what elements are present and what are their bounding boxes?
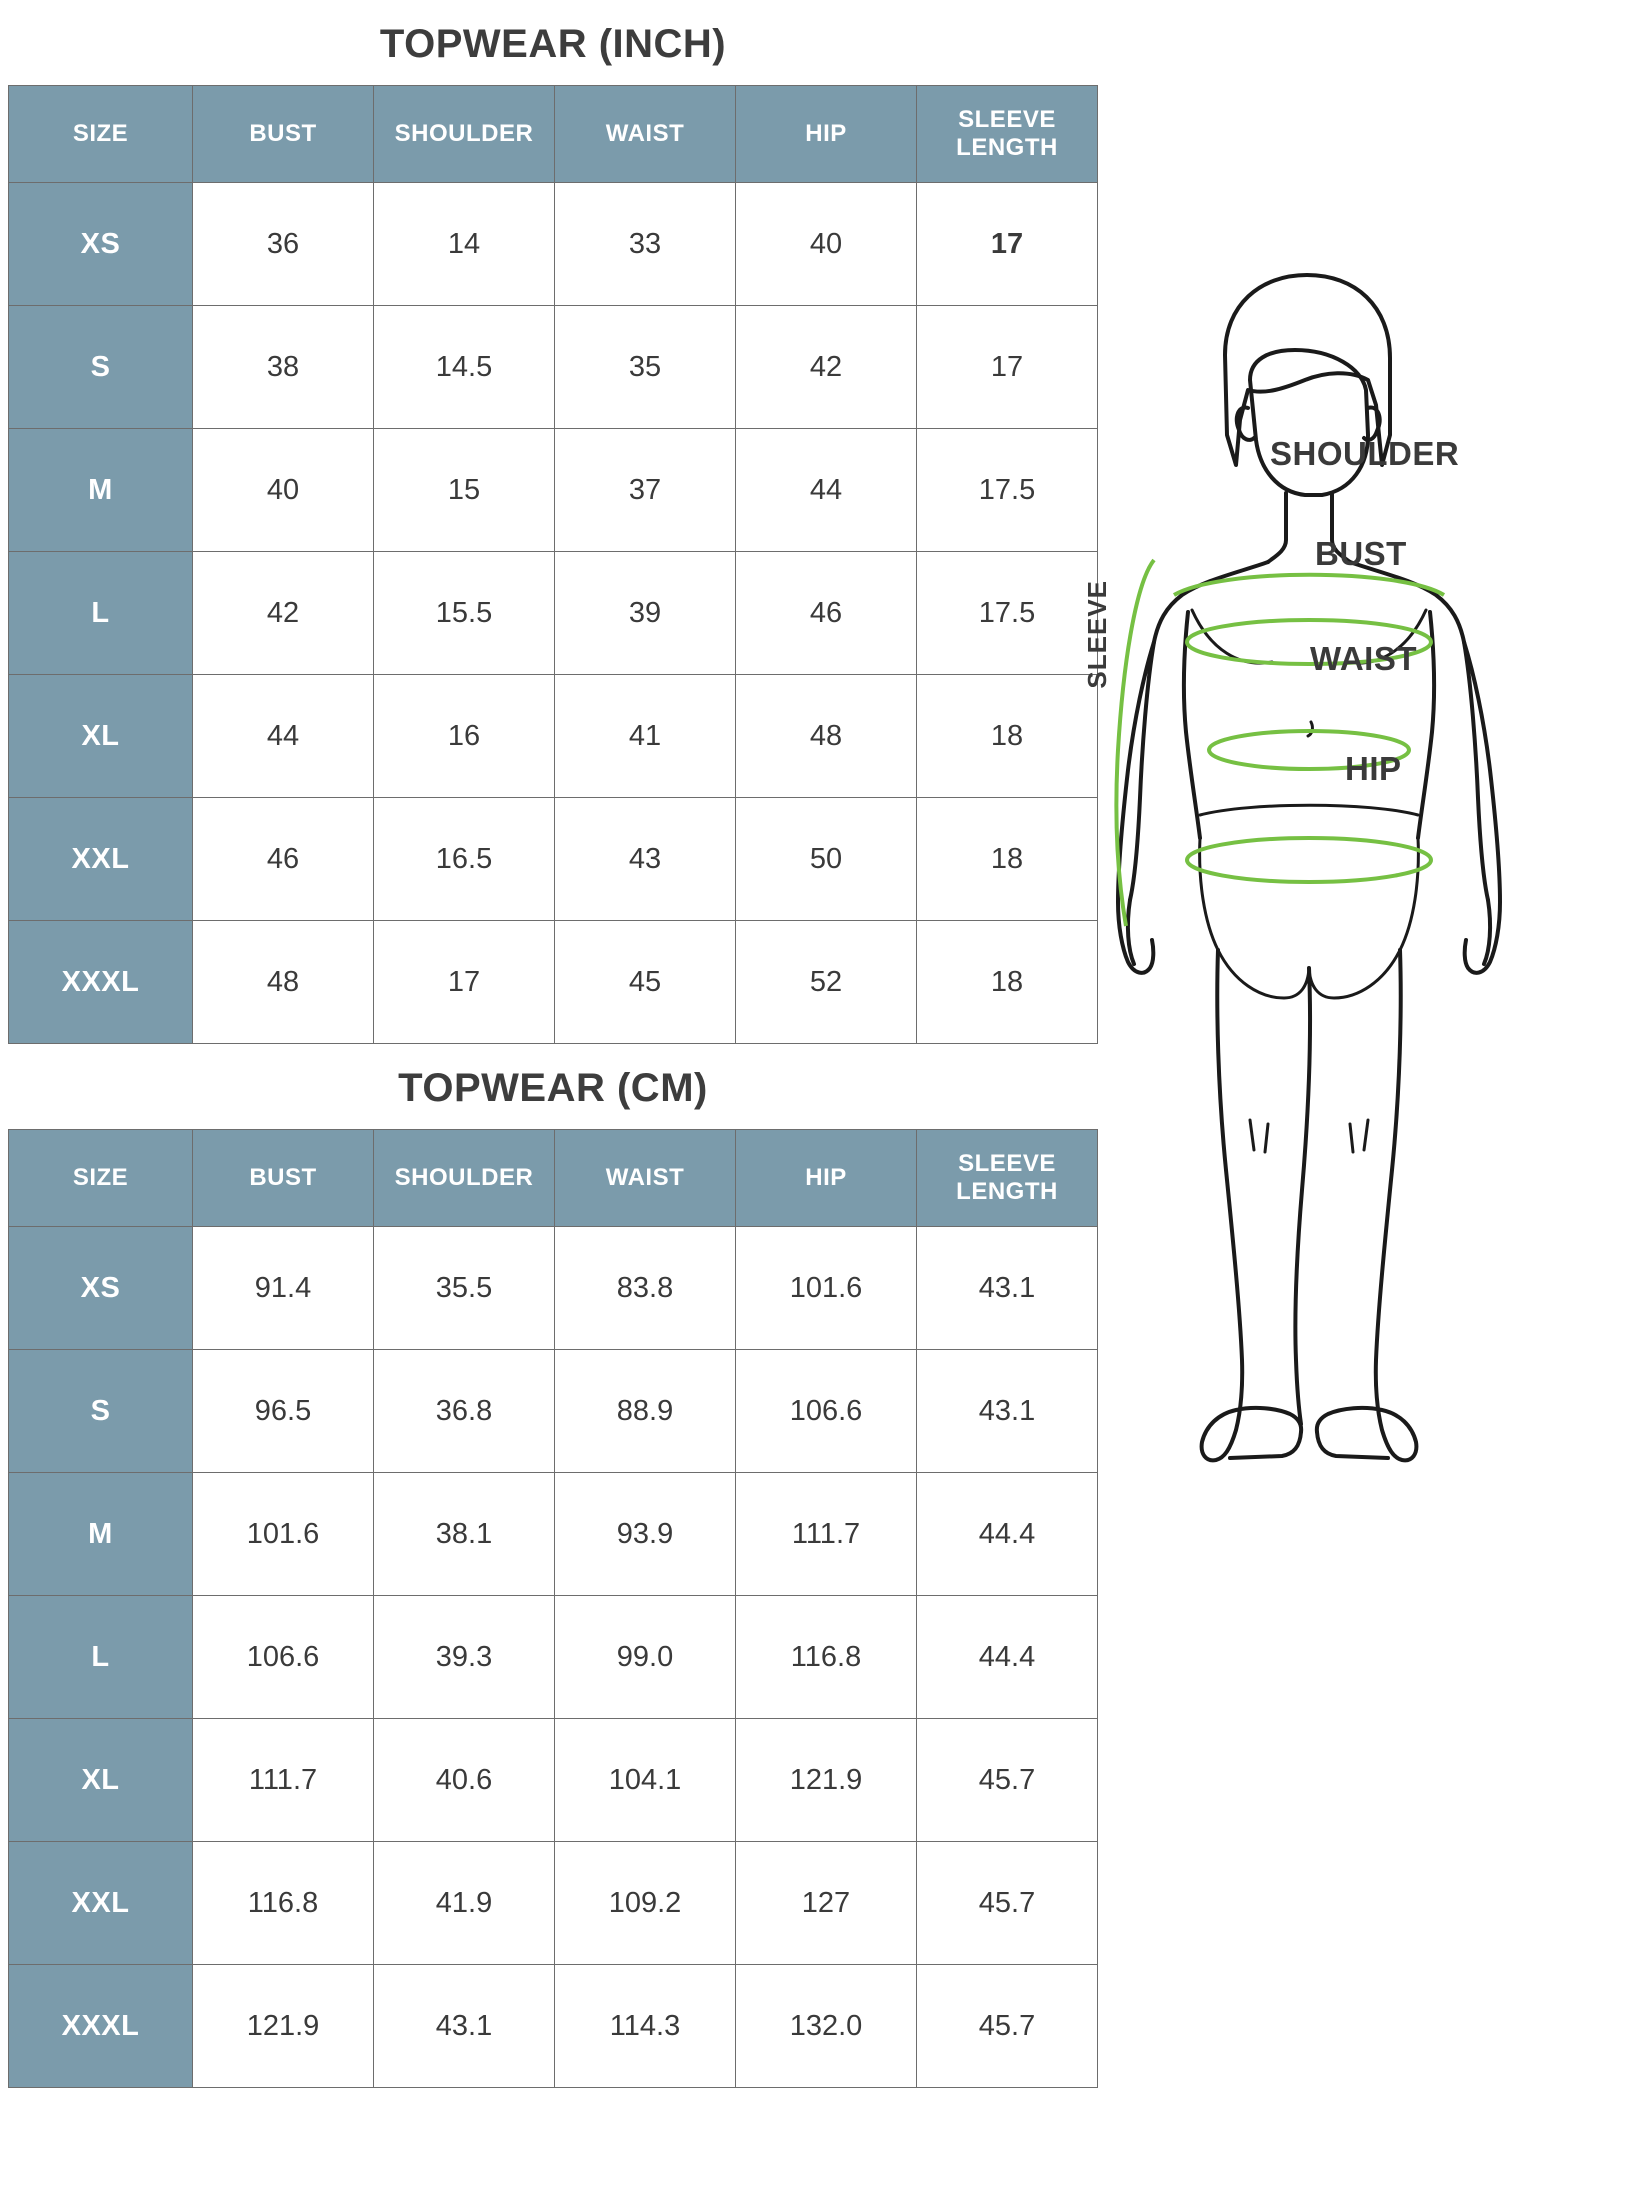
table-header-row xyxy=(9,1130,1098,1227)
hip-value: 121.9 xyxy=(736,1719,917,1842)
waist-value: 35 xyxy=(555,306,736,429)
hip-value: 111.7 xyxy=(736,1473,917,1596)
bust-value: 101.6 xyxy=(193,1473,374,1596)
shoulder-value: 14.5 xyxy=(374,306,555,429)
column-header-size: SIZE xyxy=(9,1130,193,1227)
topwear-cm-title: TOPWEAR (CM) xyxy=(398,1066,708,1110)
hip-value: 132.0 xyxy=(736,1965,917,2088)
sleeve-length-value: 45.7 xyxy=(917,1842,1098,1965)
hip-value: 46 xyxy=(736,552,917,675)
bust-value: 96.5 xyxy=(193,1350,374,1473)
sleeve-length-value: 43.1 xyxy=(917,1350,1098,1473)
bust-value: 48 xyxy=(193,921,374,1044)
waist-value: 43 xyxy=(555,798,736,921)
bust-value: 116.8 xyxy=(193,1842,374,1965)
shoulder-value: 41.9 xyxy=(374,1842,555,1965)
table-row xyxy=(9,675,1098,798)
size-label: XXL xyxy=(9,798,193,921)
shoulder-value: 16 xyxy=(374,675,555,798)
figure-label-hip: HIP xyxy=(1345,750,1402,787)
column-header-sleeve-length: SLEEVE LENGTH xyxy=(917,1130,1098,1227)
waist-value: 104.1 xyxy=(555,1719,736,1842)
size-label: XXXL xyxy=(9,921,193,1044)
topwear-cm-table xyxy=(8,1129,1098,2088)
column-header-waist: WAIST xyxy=(555,86,736,183)
size-label: M xyxy=(9,429,193,552)
table-row xyxy=(9,552,1098,675)
sleeve-length-value: 18 xyxy=(917,921,1098,1044)
hip-value: 50 xyxy=(736,798,917,921)
size-label: S xyxy=(9,306,193,429)
shoulder-value: 17 xyxy=(374,921,555,1044)
hip-value: 101.6 xyxy=(736,1227,917,1350)
hip-value: 42 xyxy=(736,306,917,429)
sleeve-length-value: 17 xyxy=(917,183,1098,306)
table-header-row xyxy=(9,86,1098,183)
column-header-shoulder: SHOULDER xyxy=(374,1130,555,1227)
sleeve-length-value: 17 xyxy=(917,306,1098,429)
waist-value: 99.0 xyxy=(555,1596,736,1719)
shoulder-value: 16.5 xyxy=(374,798,555,921)
size-label: S xyxy=(9,1350,193,1473)
shoulder-value: 39.3 xyxy=(374,1596,555,1719)
hip-value: 52 xyxy=(736,921,917,1044)
column-header-shoulder: SHOULDER xyxy=(374,86,555,183)
sleeve-length-value: 18 xyxy=(917,675,1098,798)
table-row xyxy=(9,921,1098,1044)
shoulder-value: 15 xyxy=(374,429,555,552)
bust-value: 36 xyxy=(193,183,374,306)
waist-value: 83.8 xyxy=(555,1227,736,1350)
topwear-inch-table xyxy=(8,85,1098,1044)
bust-value: 44 xyxy=(193,675,374,798)
hip-value: 116.8 xyxy=(736,1596,917,1719)
bust-value: 42 xyxy=(193,552,374,675)
table-row xyxy=(9,798,1098,921)
hip-value: 127 xyxy=(736,1842,917,1965)
hip-value: 106.6 xyxy=(736,1350,917,1473)
topwear-inch-title: TOPWEAR (INCH) xyxy=(379,22,727,66)
waist-value: 93.9 xyxy=(555,1473,736,1596)
bust-value: 111.7 xyxy=(193,1719,374,1842)
hip-value: 48 xyxy=(736,675,917,798)
figure-label-waist: WAIST xyxy=(1310,640,1417,677)
sleeve-length-value: 44.4 xyxy=(917,1596,1098,1719)
size-label: XXL xyxy=(9,1842,193,1965)
sleeve-length-value: 43.1 xyxy=(917,1227,1098,1350)
waist-value: 33 xyxy=(555,183,736,306)
hip-value: 44 xyxy=(736,429,917,552)
size-label: XXXL xyxy=(9,1965,193,2088)
column-header-bust: BUST xyxy=(193,1130,374,1227)
column-header-size: SIZE xyxy=(9,86,193,183)
table-row xyxy=(9,1473,1098,1596)
column-header-hip: HIP xyxy=(736,1130,917,1227)
shoulder-value: 15.5 xyxy=(374,552,555,675)
bust-value: 40 xyxy=(193,429,374,552)
bust-value: 106.6 xyxy=(193,1596,374,1719)
bust-value: 38 xyxy=(193,306,374,429)
body-measurement-figure xyxy=(1082,250,1645,1500)
figure-label-shoulder: SHOULDER xyxy=(1270,435,1460,472)
table-row xyxy=(9,1719,1098,1842)
bust-value: 121.9 xyxy=(193,1965,374,2088)
shoulder-value: 35.5 xyxy=(374,1227,555,1350)
bust-value: 46 xyxy=(193,798,374,921)
sleeve-length-value: 45.7 xyxy=(917,1965,1098,2088)
sleeve-length-value: 18 xyxy=(917,798,1098,921)
table-row xyxy=(9,1965,1098,2088)
column-header-hip: HIP xyxy=(736,86,917,183)
bust-value: 91.4 xyxy=(193,1227,374,1350)
shoulder-value: 36.8 xyxy=(374,1350,555,1473)
shoulder-value: 38.1 xyxy=(374,1473,555,1596)
shoulder-value: 43.1 xyxy=(374,1965,555,2088)
waist-value: 45 xyxy=(555,921,736,1044)
sleeve-length-value: 17.5 xyxy=(917,552,1098,675)
size-tables-column xyxy=(8,0,1098,2088)
shoulder-value: 14 xyxy=(374,183,555,306)
column-header-bust: BUST xyxy=(193,86,374,183)
size-label: XS xyxy=(9,183,193,306)
table-row xyxy=(9,306,1098,429)
sleeve-length-value: 45.7 xyxy=(917,1719,1098,1842)
hip-measure-line xyxy=(1187,838,1431,882)
waist-value: 39 xyxy=(555,552,736,675)
size-label: XS xyxy=(9,1227,193,1350)
table-row xyxy=(9,183,1098,306)
size-label: M xyxy=(9,1473,193,1596)
hip-value: 40 xyxy=(736,183,917,306)
shoulder-value: 40.6 xyxy=(374,1719,555,1842)
sleeve-length-value: 44.4 xyxy=(917,1473,1098,1596)
table-row xyxy=(9,429,1098,552)
waist-value: 37 xyxy=(555,429,736,552)
table-row xyxy=(9,1596,1098,1719)
table-row xyxy=(9,1842,1098,1965)
table-row xyxy=(9,1227,1098,1350)
waist-value: 109.2 xyxy=(555,1842,736,1965)
waist-value: 41 xyxy=(555,675,736,798)
size-label: XL xyxy=(9,675,193,798)
size-label: XL xyxy=(9,1719,193,1842)
figure-label-sleeve: SLEEVE xyxy=(1082,580,1112,689)
table-row xyxy=(9,1350,1098,1473)
figure-label-bust: BUST xyxy=(1315,535,1407,572)
size-label: L xyxy=(9,552,193,675)
sleeve-length-value: 17.5 xyxy=(917,429,1098,552)
column-header-waist: WAIST xyxy=(555,1130,736,1227)
column-header-sleeve-length: SLEEVE LENGTH xyxy=(917,86,1098,183)
waist-value: 114.3 xyxy=(555,1965,736,2088)
size-label: L xyxy=(9,1596,193,1719)
waist-value: 88.9 xyxy=(555,1350,736,1473)
